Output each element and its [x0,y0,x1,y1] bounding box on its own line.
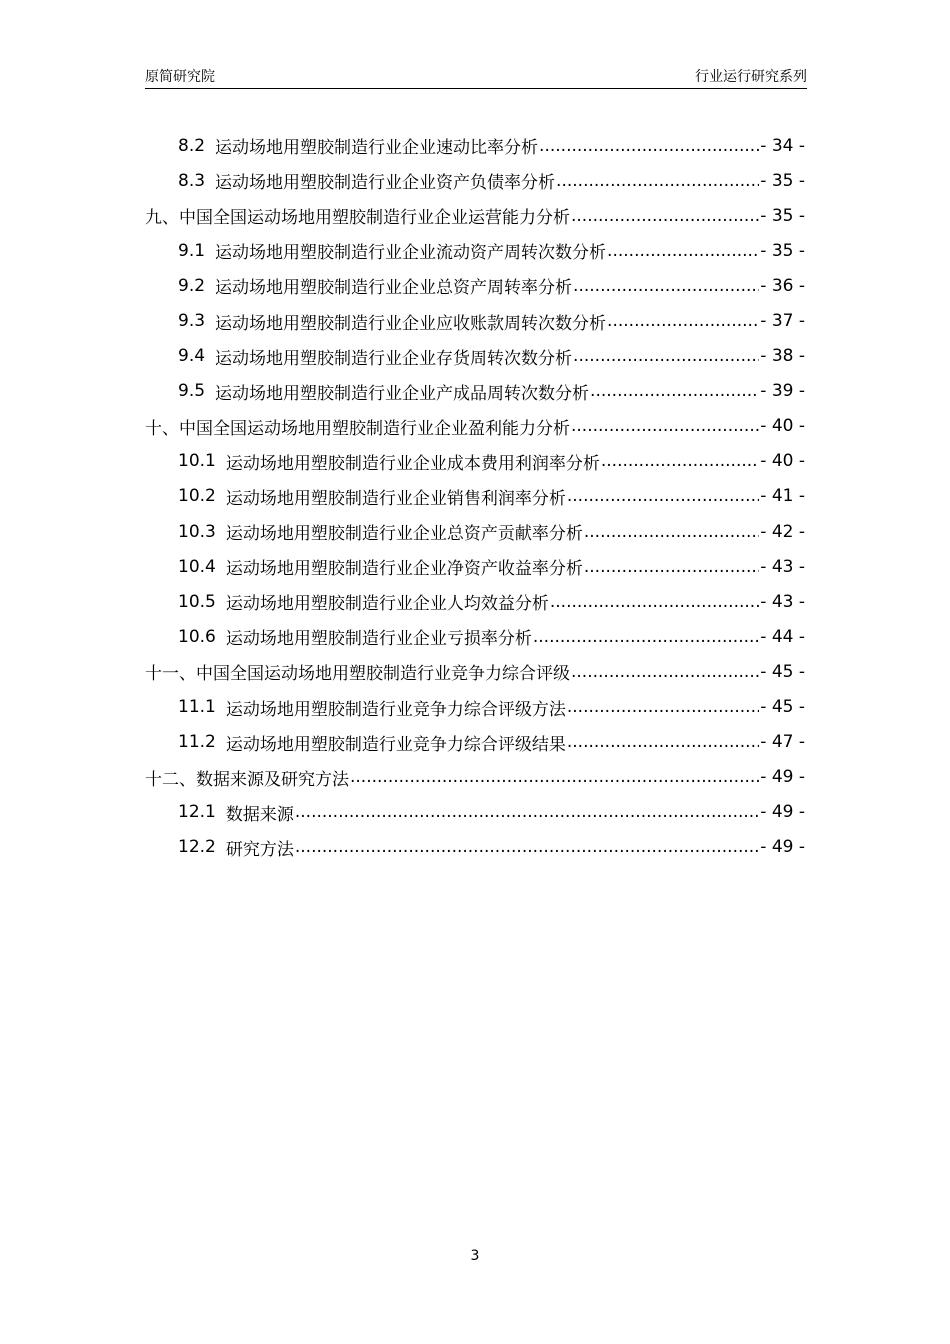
toc-dot-leader [584,557,759,577]
toc-entry-page: - 45 - [760,697,805,718]
toc-entry-title: 数据来源 [225,804,294,825]
toc-entry-title: 十一、中国全国运动场地用塑胶制造行业竞争力综合评级 [145,664,570,685]
toc-entry-page: - 36 - [760,275,805,296]
toc-entry[interactable] [145,549,805,584]
toc-entry-page: - 40 - [760,416,805,437]
toc-entry-page: - 35 - [760,240,805,261]
toc-entry-title: 十、中国全国运动场地用塑胶制造行业企业盈利能力分析 [145,418,570,439]
toc-entry-title: 运动场地用塑胶制造行业企业产成品周转次数分析 [215,383,590,404]
toc-dot-leader [295,802,759,822]
toc-dot-leader [571,662,759,682]
toc-entry-title: 运动场地用塑胶制造行业竞争力综合评级结果 [225,734,566,755]
toc-entry[interactable] [145,233,805,268]
toc-dot-leader [607,241,759,261]
toc-entry[interactable] [145,128,805,163]
toc-entry[interactable] [145,514,805,549]
toc-dot-leader [571,206,759,226]
toc-dot-leader [567,732,759,752]
toc-entry[interactable] [145,339,805,374]
toc-entry-page: - 41 - [760,486,805,507]
toc-entry-number: 12.1 [178,802,216,823]
toc-entry[interactable] [145,584,805,619]
toc-entry-number: 10.2 [178,486,216,507]
toc-entry-title: 运动场地用塑胶制造行业企业总资产周转率分析 [215,278,573,299]
toc-entry[interactable] [145,795,805,830]
toc-entry-title: 运动场地用塑胶制造行业企业总资产贡献率分析 [225,524,583,545]
toc-entry[interactable] [145,303,805,338]
toc-entry-title: 运动场地用塑胶制造行业竞争力综合评级方法 [225,699,566,720]
toc-dot-leader [584,522,759,542]
toc-entry-page: - 49 - [760,767,805,788]
toc-entry-number: 9.5 [178,381,206,402]
toc-entry-number: 12.2 [178,837,216,858]
toc-entry-title: 运动场地用塑胶制造行业企业存货周转次数分析 [215,348,573,369]
toc-entry-title: 运动场地用塑胶制造行业企业净资产收益率分析 [225,559,583,580]
header-series-name: 行业运行研究系列 [695,69,807,85]
header-org-name: 原简研究院 [145,69,215,85]
toc-dot-leader [573,346,759,366]
toc-dot-leader [571,416,759,436]
toc-entry-number: 10.6 [178,626,216,647]
toc-entry-page: - 35 - [760,170,805,191]
toc-entry-page: - 43 - [760,556,805,577]
toc-entry[interactable] [145,444,805,479]
toc-dot-leader [590,381,759,401]
toc-entry-title: 运动场地用塑胶制造行业企业人均效益分析 [225,594,549,615]
toc-entry-title: 运动场地用塑胶制造行业企业销售利润率分析 [225,488,566,509]
toc-entry-page: - 42 - [760,521,805,542]
toc-entry[interactable] [145,163,805,198]
toc-entry-page: - 35 - [760,205,805,226]
toc-dot-leader [550,592,759,612]
toc-dot-leader [556,171,759,191]
toc-entry-number: 10.3 [178,521,216,542]
toc-entry-page: - 38 - [760,346,805,367]
toc-entry[interactable] [145,198,805,233]
toc-entry[interactable] [145,479,805,514]
toc-entry-number: 10.5 [178,591,216,612]
toc-dot-leader [573,276,759,296]
toc-entry-page: - 49 - [760,802,805,823]
toc-entry[interactable] [145,654,805,689]
toc-entry-title: 运动场地用塑胶制造行业企业应收账款周转次数分析 [215,313,607,334]
toc-entry-title: 研究方法 [225,839,294,860]
toc-entry-page: - 45 - [760,661,805,682]
toc-entry-page: - 47 - [760,732,805,753]
toc-dot-leader [533,627,759,647]
toc-entry-title: 运动场地用塑胶制造行业企业亏损率分析 [225,629,532,650]
toc-entry-number: 9.1 [178,240,206,261]
toc-entry-title: 运动场地用塑胶制造行业企业流动资产周转次数分析 [215,243,607,264]
toc-entry[interactable] [145,725,805,760]
toc-entry-page: - 43 - [760,591,805,612]
toc-entry[interactable] [145,374,805,409]
toc-entry[interactable] [145,760,805,795]
toc-entry-title: 十二、数据来源及研究方法 [145,769,349,790]
toc-dot-leader [601,451,759,471]
toc-entry-number: 11.1 [178,697,216,718]
page-header [145,66,807,89]
toc-dot-leader [539,136,759,156]
toc-entry[interactable] [145,830,805,865]
toc-entry-number: 10.4 [178,556,216,577]
toc-entry-page: - 49 - [760,837,805,858]
toc-entry-page: - 44 - [760,626,805,647]
toc-entry-title: 九、中国全国运动场地用塑胶制造行业企业运营能力分析 [145,208,570,229]
toc-entry-page: - 40 - [760,451,805,472]
toc-entry-title: 运动场地用塑胶制造行业企业速动比率分析 [215,138,539,159]
toc-entry-number: 8.2 [178,135,206,156]
toc-entry-title: 运动场地用塑胶制造行业企业资产负债率分析 [215,173,556,194]
toc-entry-number: 9.2 [178,275,206,296]
toc-dot-leader [295,837,759,857]
toc-entry-number: 9.4 [178,346,206,367]
toc-entry-number: 10.1 [178,451,216,472]
toc-entry[interactable] [145,619,805,654]
toc-dot-leader [350,767,759,787]
table-of-contents [145,128,805,865]
toc-dot-leader [607,311,759,331]
toc-entry[interactable] [145,690,805,725]
toc-entry-number: 11.2 [178,732,216,753]
toc-entry[interactable] [145,268,805,303]
toc-entry-page: - 34 - [760,135,805,156]
toc-dot-leader [567,697,759,717]
toc-entry-title: 运动场地用塑胶制造行业企业成本费用利润率分析 [225,453,600,474]
toc-entry[interactable] [145,409,805,444]
page-number: 3 [470,1248,480,1264]
toc-entry-number: 8.3 [178,170,206,191]
toc-entry-page: - 39 - [760,381,805,402]
toc-entry-number: 9.3 [178,311,206,332]
toc-entry-page: - 37 - [760,311,805,332]
toc-dot-leader [567,486,759,506]
